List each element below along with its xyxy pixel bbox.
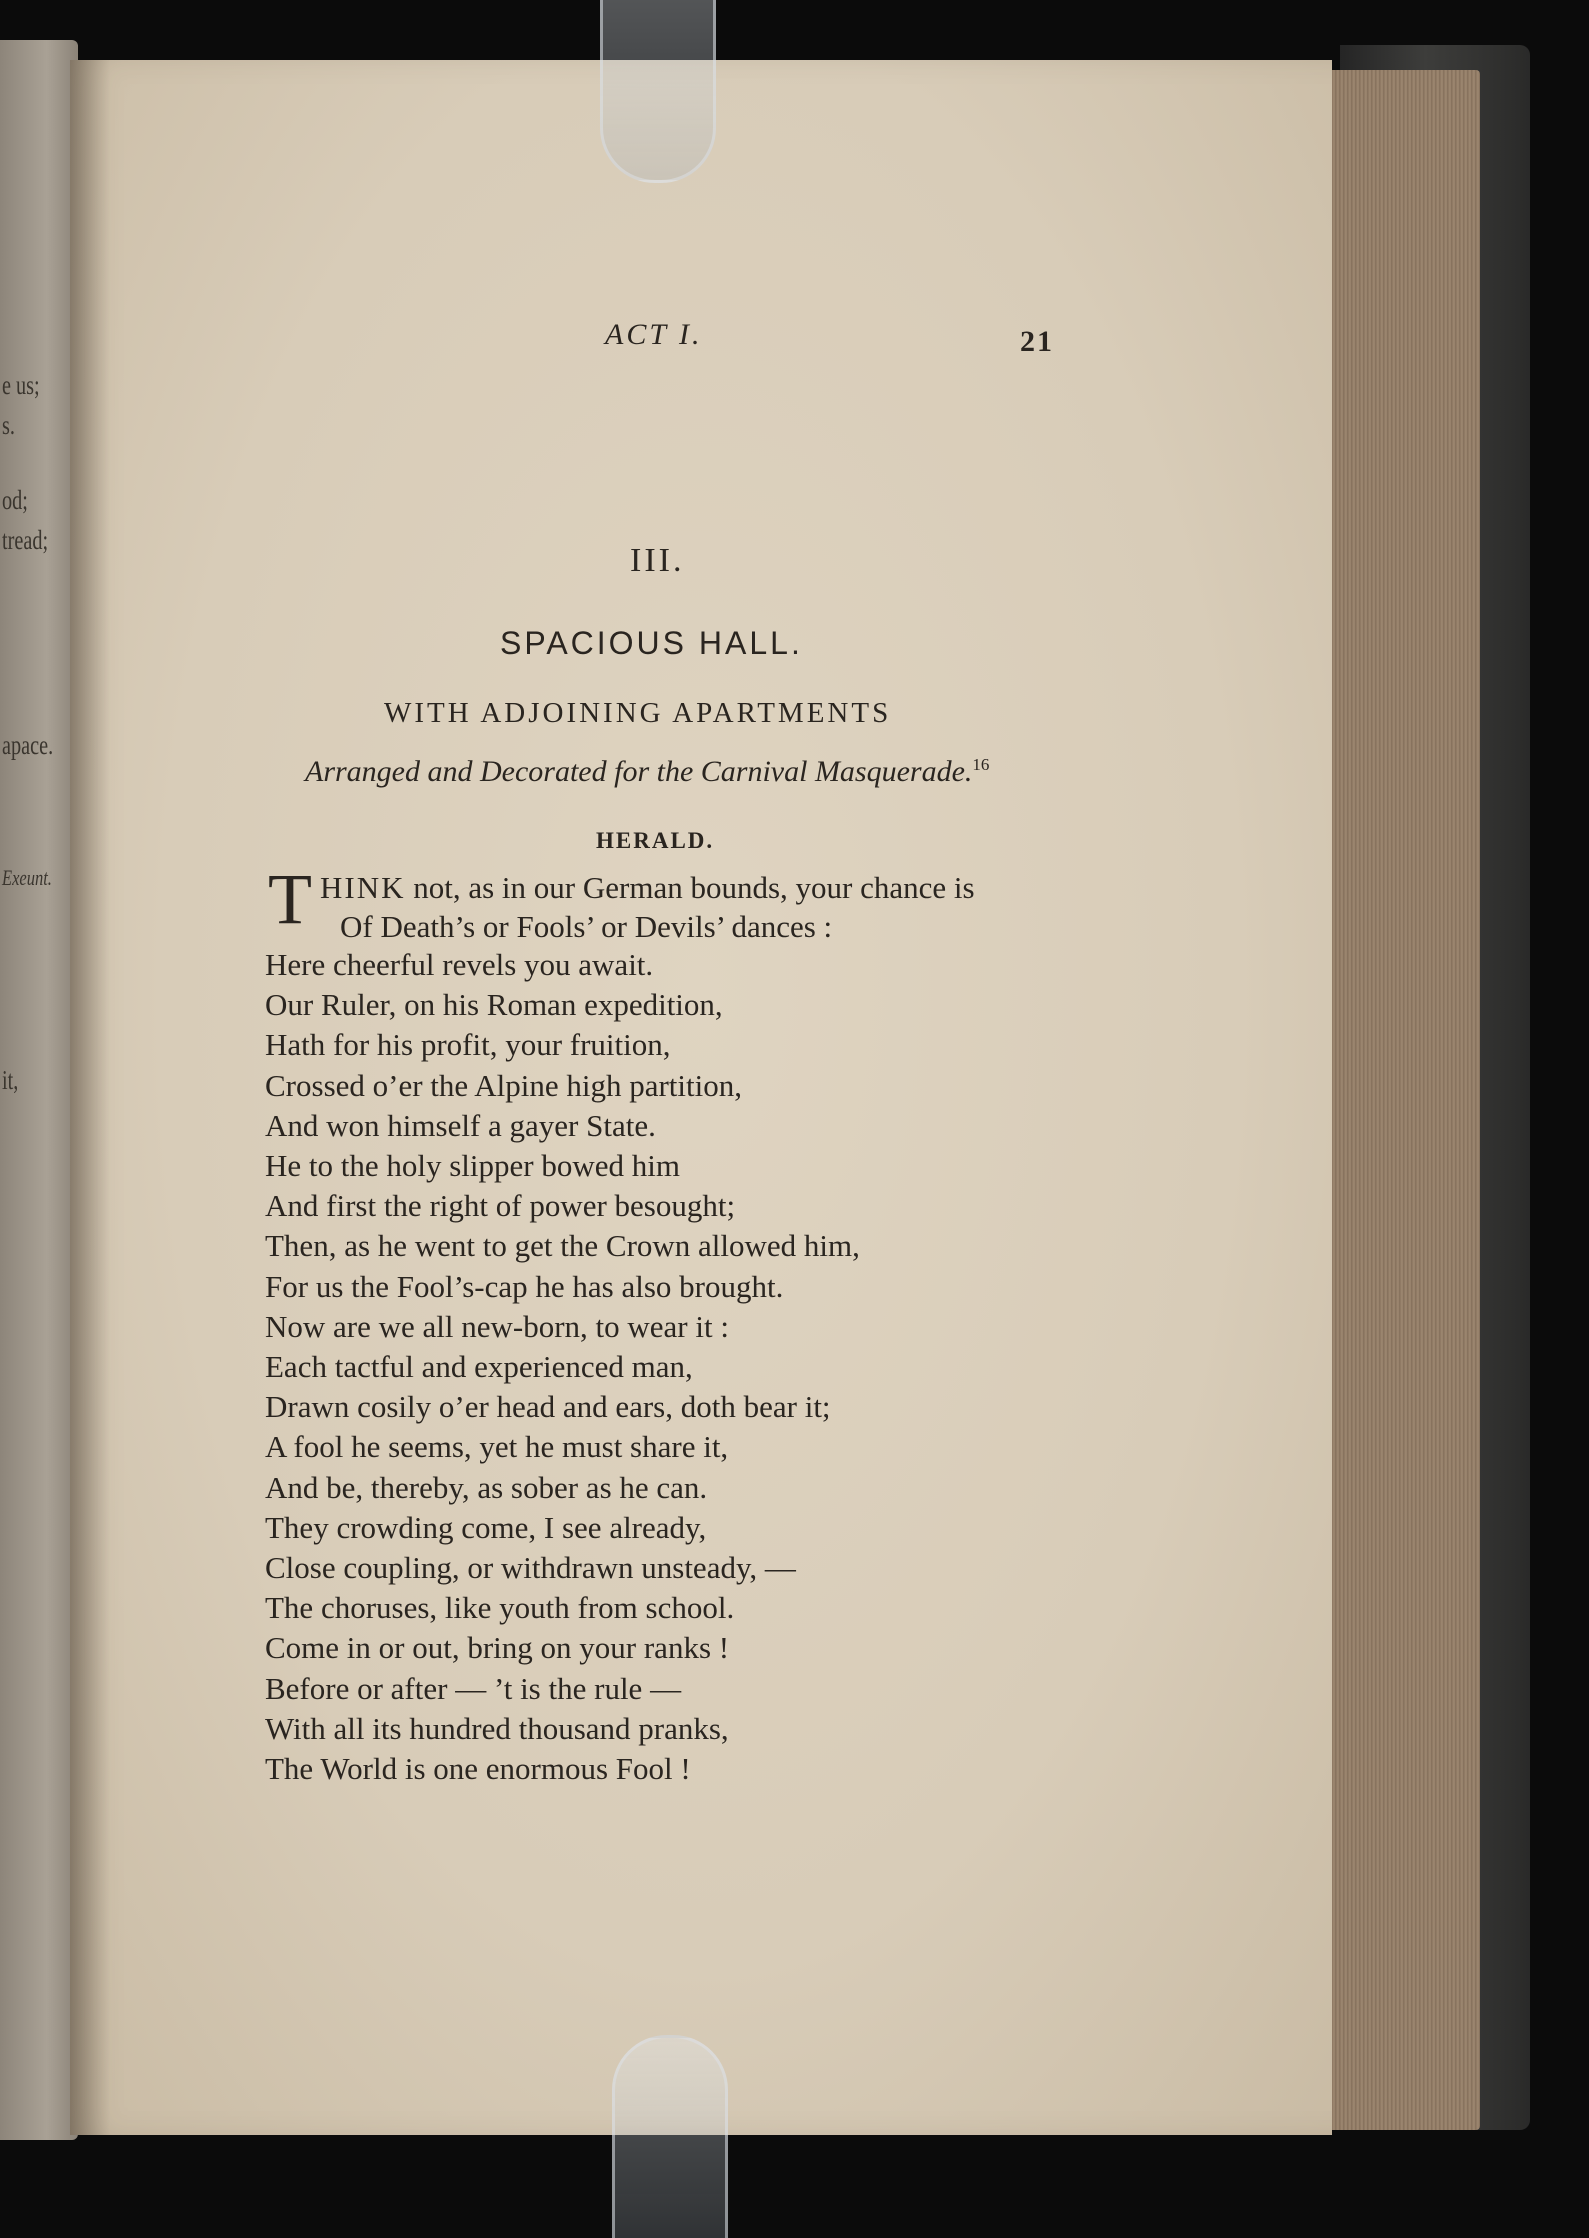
scene-subtitle: WITH ADJOINING APARTMENTS [384,697,892,729]
verse-line: And won himself a gayer State. [265,1107,656,1143]
verse-line: For us the Fool’s-cap he has also brought. [265,1268,784,1304]
verse-line: Close coupling, or withdrawn unsteady, — [265,1550,796,1586]
verse-first-line [320,870,975,906]
gutter-shadow [70,60,110,2135]
drop-cap: T [268,859,312,939]
verse-line: Crossed o’er the Alpine high partition, [265,1067,742,1103]
verse-line: The World is one enormous Fool ! [265,1751,691,1787]
footnote-reference: 16 [972,755,990,774]
verse-first-line-rest: not, as in our German bounds, your chance is [405,870,975,905]
page-number: 21 [1020,325,1054,358]
verse-line: And be, thereby, as sober as he can. [265,1469,708,1505]
verse-line: Each tactful and experienced man, [265,1349,693,1385]
verse-line: Come in or out, bring on your ranks ! [265,1630,730,1666]
verse-second-line: Of Death’s or Fools’ or Devils’ dances : [340,909,833,944]
verse-line: He to the holy slipper bowed him [265,1148,680,1184]
verse-lines [265,945,860,1789]
page-clip-bottom [612,2035,728,2238]
left-page-fragment: od; [2,485,28,515]
stage-direction [305,755,989,789]
left-page-fragment: e us; [2,370,40,400]
verse-line: Hath for his profit, your fruition, [265,1027,671,1063]
verse-first-word: HINK [320,870,406,905]
verse-line: Here cheerful revels you await. [265,947,654,982]
scene-number: III. [630,542,685,579]
running-head: ACT I. [605,318,703,351]
verse-line: Then, as he went to get the Crown allowed him, [265,1228,860,1264]
verse-line: Drawn cosily o’er head and ears, doth bear it; [265,1389,831,1425]
stage-direction-text: Arranged and Decorated for the Carnival Masquerade. [305,755,973,788]
left-page-edge [0,40,78,2140]
left-page-fragment: s. [2,410,15,440]
verse-line: And first the right of power besought; [265,1188,736,1224]
page-block-edge [1320,70,1480,2130]
scene-title: SPACIOUS HALL. [500,625,803,661]
left-page-fragment: apace. [2,730,54,760]
verse-line: A fool he seems, yet he must share it, [265,1429,729,1465]
verse-line: With all its hundred thousand pranks, [265,1710,729,1746]
left-page-fragment: Exeunt. [2,865,52,890]
verse-line: Before or after — ’t is the rule — [265,1670,682,1706]
verse-line: They crowding come, I see already, [265,1509,707,1545]
verse-line: Now are we all new-born, to wear it : [265,1308,729,1344]
left-page-fragment: tread; [2,525,49,555]
speaker-name: HERALD. [596,828,715,853]
page-clip-top [600,0,716,183]
verse-line: Our Ruler, on his Roman expedition, [265,987,723,1023]
verse-line: The choruses, like youth from school. [265,1590,735,1626]
left-page-fragment: it, [2,1065,19,1095]
